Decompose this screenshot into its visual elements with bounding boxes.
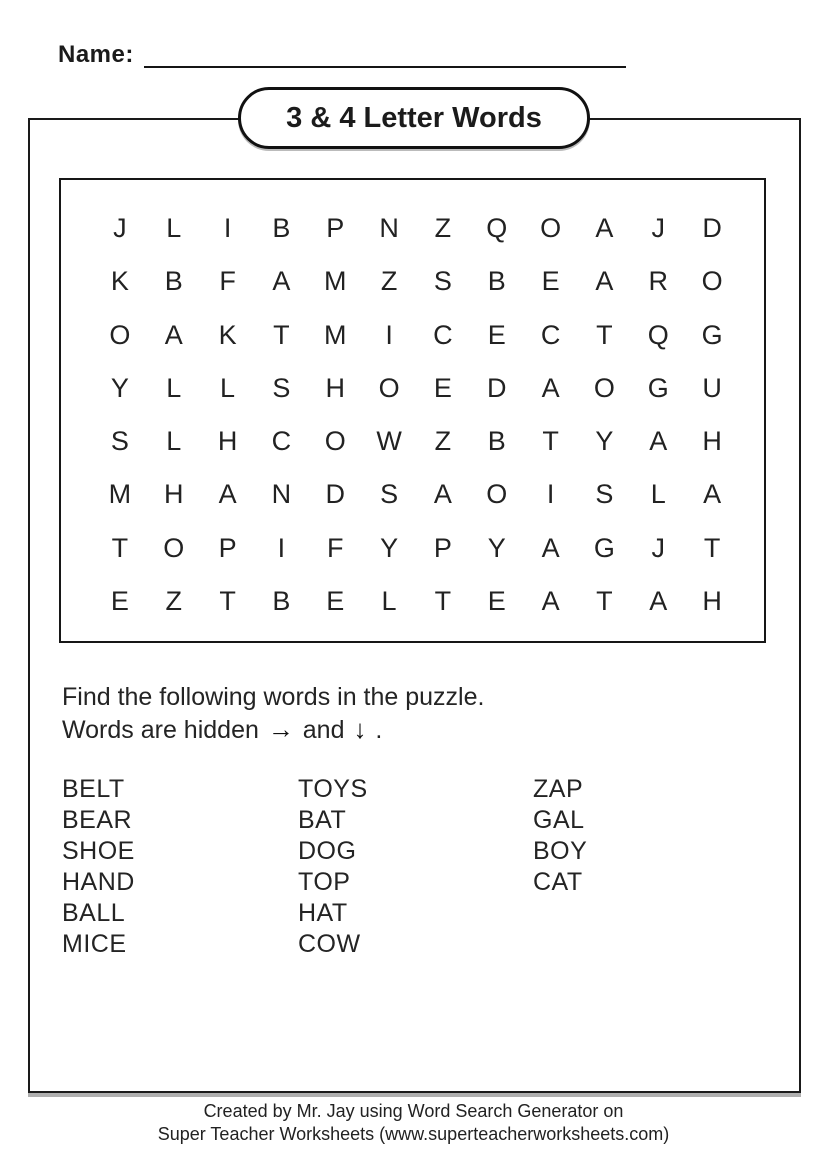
grid-letter: D bbox=[486, 372, 507, 403]
grid-letter: F bbox=[326, 532, 344, 563]
grid-letter: A bbox=[272, 266, 291, 297]
word-item: DOG bbox=[298, 837, 357, 865]
grid-letter: I bbox=[223, 213, 232, 244]
grid-letter: I bbox=[385, 319, 393, 350]
grid-letter: U bbox=[702, 372, 722, 403]
grid-letter: S bbox=[110, 426, 129, 457]
grid-letter: A bbox=[595, 266, 614, 297]
word-item: SHOE bbox=[62, 837, 135, 865]
grid-letter: A bbox=[433, 479, 452, 510]
instructions-line-2-suffix: . bbox=[375, 716, 383, 744]
grid-letter: S bbox=[272, 372, 291, 403]
grid-letter: F bbox=[219, 266, 236, 297]
word-column-2 bbox=[298, 774, 368, 960]
grid-letter: A bbox=[541, 585, 560, 616]
grid-letter: O bbox=[378, 372, 400, 403]
grid-letter: N bbox=[379, 213, 399, 244]
grid-letter: A bbox=[164, 319, 183, 350]
grid-letter: Y bbox=[110, 372, 129, 403]
grid-letter: Z bbox=[434, 213, 452, 244]
name-row bbox=[58, 42, 626, 68]
grid-letter: T bbox=[596, 319, 613, 350]
word-item: COW bbox=[298, 930, 361, 958]
grid-letter: A bbox=[541, 532, 560, 563]
footer-line-1: Created by Mr. Jay using Word Search Generator on bbox=[203, 1101, 624, 1121]
grid-letter: L bbox=[166, 372, 182, 403]
grid-letter: W bbox=[376, 426, 402, 457]
word-item: GAL bbox=[533, 806, 585, 834]
grid-letter: L bbox=[220, 372, 236, 403]
grid-letter: E bbox=[541, 266, 560, 297]
instructions-line-2 bbox=[62, 713, 484, 746]
word-column-1 bbox=[62, 774, 135, 960]
grid-letter: Y bbox=[487, 532, 506, 563]
grid-letter: L bbox=[650, 479, 666, 510]
grid-letter: J bbox=[651, 532, 665, 563]
name-label: Name: bbox=[58, 41, 134, 68]
grid-letter: Z bbox=[434, 426, 452, 457]
grid-letter: B bbox=[272, 213, 291, 244]
grid-letter: K bbox=[218, 319, 237, 350]
grid-letter: Q bbox=[486, 213, 508, 244]
grid-letter: T bbox=[219, 585, 236, 616]
grid-letter: A bbox=[649, 585, 668, 616]
grid-letter: E bbox=[433, 372, 452, 403]
grid-letter: G bbox=[593, 532, 615, 563]
instructions-line-2-prefix: Words are hidden bbox=[62, 716, 259, 744]
grid-letter: B bbox=[164, 266, 183, 297]
grid-letter: J bbox=[113, 213, 127, 244]
grid-letter: E bbox=[110, 585, 129, 616]
grid-letter: O bbox=[593, 372, 615, 403]
grid-letter: G bbox=[647, 372, 669, 403]
grid-letter: H bbox=[217, 426, 238, 457]
grid-letter: R bbox=[648, 266, 668, 297]
word-item: BEAR bbox=[62, 806, 133, 834]
title-banner bbox=[238, 87, 590, 149]
word-item: TOYS bbox=[298, 775, 368, 803]
grid-letter: E bbox=[487, 319, 506, 350]
grid-letter: Z bbox=[165, 585, 182, 616]
page-title: 3 & 4 Letter Words bbox=[286, 101, 542, 134]
grid-letter: D bbox=[325, 479, 345, 510]
grid-letter: T bbox=[542, 426, 559, 457]
grid-letter: L bbox=[381, 585, 397, 616]
grid-letter: L bbox=[166, 426, 182, 457]
grid-letter: D bbox=[702, 213, 722, 244]
instructions-line-2-mid: and bbox=[302, 716, 345, 744]
instructions bbox=[62, 681, 484, 746]
grid-letter: Y bbox=[595, 426, 614, 457]
grid-letter: O bbox=[486, 479, 508, 510]
word-item: TOP bbox=[298, 868, 351, 896]
grid-letter: M bbox=[323, 266, 347, 297]
footer-credits bbox=[0, 1100, 827, 1146]
grid-letter: O bbox=[540, 213, 562, 244]
grid-letter: T bbox=[434, 585, 452, 616]
word-column-3 bbox=[533, 774, 587, 898]
grid-letter: H bbox=[702, 585, 722, 616]
grid-letter: A bbox=[541, 372, 560, 403]
grid-letter: O bbox=[324, 426, 346, 457]
grid-letter: Y bbox=[380, 532, 399, 563]
grid-letter: O bbox=[701, 266, 723, 297]
grid-letter: C bbox=[271, 426, 292, 457]
word-item: MICE bbox=[62, 930, 127, 958]
grid-letter: L bbox=[166, 213, 182, 244]
word-item: HAND bbox=[62, 868, 135, 896]
grid-letter: J bbox=[651, 213, 665, 244]
name-write-line bbox=[144, 44, 626, 68]
grid-letter: I bbox=[546, 479, 555, 510]
grid-letter: P bbox=[433, 532, 452, 563]
word-item: BALL bbox=[62, 899, 126, 927]
grid-letter: I bbox=[277, 532, 286, 563]
grid-letter: C bbox=[540, 319, 561, 350]
grid-letter: O bbox=[109, 319, 131, 350]
grid-letter: S bbox=[380, 479, 399, 510]
grid-letter: E bbox=[326, 585, 345, 616]
right-arrow-icon: → bbox=[267, 714, 294, 744]
grid-letter: Q bbox=[647, 319, 669, 350]
grid-letter: A bbox=[218, 479, 237, 510]
word-item: ZAP bbox=[533, 775, 584, 803]
grid-letter: O bbox=[163, 532, 185, 563]
grid-letter: C bbox=[433, 319, 453, 350]
footer-line-2: Super Teacher Worksheets (www.superteacherworksheets.com) bbox=[157, 1124, 670, 1144]
grid-letter: Z bbox=[380, 266, 398, 297]
word-item: HAT bbox=[298, 899, 348, 927]
grid-letter: S bbox=[595, 479, 614, 510]
grid-letter: N bbox=[271, 479, 292, 510]
grid-letter: A bbox=[703, 479, 722, 510]
grid-letter: T bbox=[703, 532, 721, 563]
grid-letter: B bbox=[272, 585, 291, 616]
puzzle-grid bbox=[93, 202, 739, 628]
grid-letter: H bbox=[163, 479, 184, 510]
grid-letter: T bbox=[596, 585, 613, 616]
word-list bbox=[62, 774, 722, 974]
grid-letter: T bbox=[273, 319, 290, 350]
grid-letter: M bbox=[323, 319, 347, 350]
grid-letter: A bbox=[595, 213, 614, 244]
instructions-line-1: Find the following words in the puzzle. bbox=[62, 683, 485, 711]
grid-letter: H bbox=[325, 372, 345, 403]
grid-letter: H bbox=[702, 426, 722, 457]
grid-letter: P bbox=[218, 532, 237, 563]
grid-letter: M bbox=[108, 479, 132, 510]
grid-letter: E bbox=[487, 585, 506, 616]
grid-letter: B bbox=[487, 266, 506, 297]
word-item: CAT bbox=[533, 868, 583, 896]
grid-letter: B bbox=[487, 426, 506, 457]
word-item: BELT bbox=[62, 775, 125, 803]
grid-letter: P bbox=[326, 213, 345, 244]
down-arrow-icon: ↓ bbox=[353, 714, 367, 744]
grid-letter: T bbox=[111, 532, 129, 563]
grid-letter: A bbox=[649, 426, 668, 457]
word-item: BOY bbox=[533, 837, 588, 865]
grid-letter: G bbox=[701, 319, 723, 350]
grid-letter: K bbox=[110, 266, 129, 297]
grid-letter: S bbox=[433, 266, 452, 297]
word-item: BAT bbox=[298, 806, 347, 834]
